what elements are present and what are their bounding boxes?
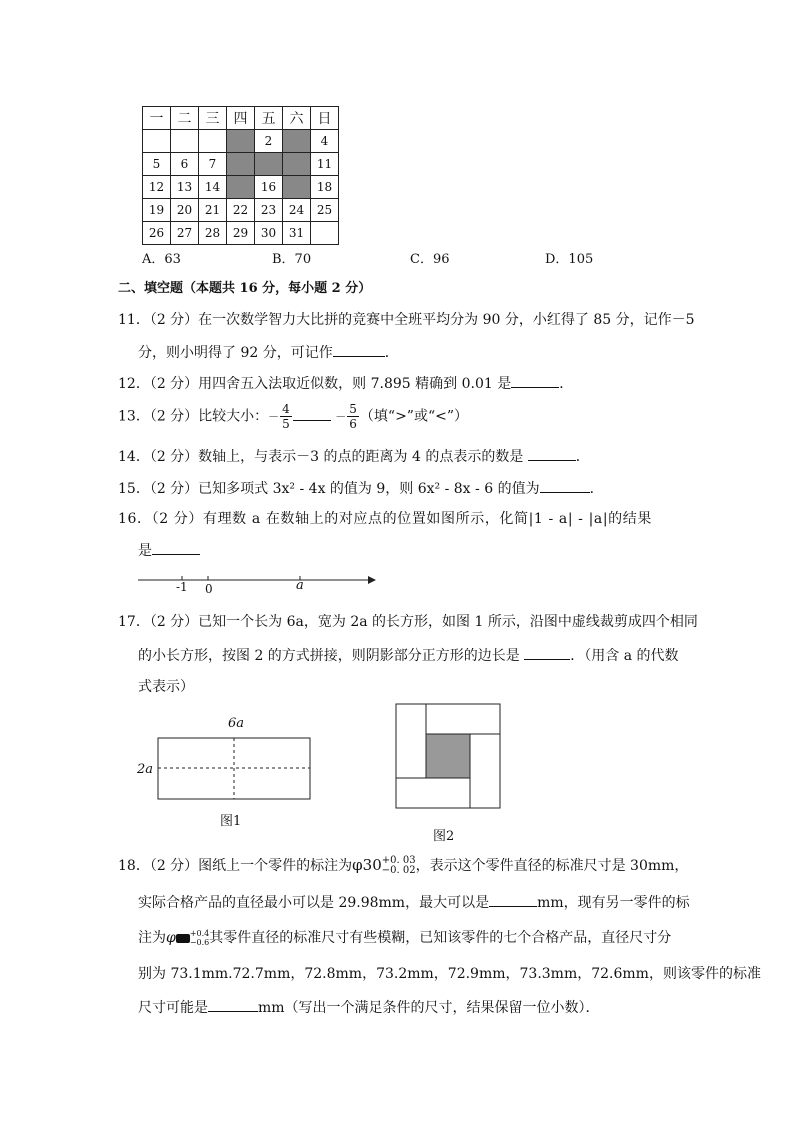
calendar-cell (199, 130, 227, 153)
denominator: 6 (349, 417, 357, 431)
q13-text: 13．（2 分）比较大小： (118, 408, 269, 425)
upper-tolerance: +0.4 (189, 929, 210, 938)
calendar-cell: 22 (227, 199, 255, 222)
q12-line (118, 373, 573, 394)
q16-line2 (138, 540, 200, 561)
fig1-height-label: 2a (137, 762, 154, 777)
option-c: C．96 (410, 252, 450, 267)
denominator: 5 (282, 417, 290, 431)
calendar-cell: 13 (171, 176, 199, 199)
q18-line4: 别为 73.1mm.72.7mm，72.8mm，73.2mm，72.9mm，73.3mm，72.6mm，则该零件的标准 (138, 966, 761, 982)
weekday-header: 六 (283, 107, 311, 130)
q13-line (118, 402, 468, 431)
calendar-cell: 23 (255, 199, 283, 222)
q15-text: 15．（2 分）已知多项式 3x² - 4x 的值为 9，则 6x² - 8x - 6 的值为 (118, 481, 540, 497)
q17-line1: 17．（2 分）已知一个长为 6a，宽为 2a 的长方形，如图 1 所示，沿图中虚线裁剪成四个相同 (118, 614, 698, 630)
calendar-cell: 11 (311, 153, 339, 176)
calendar-cell: 20 (171, 199, 199, 222)
calendar-cell: 5 (143, 153, 171, 176)
q18-text: 实际合格产品的直径最小可以是 29.98mm，最大可以是 (138, 895, 490, 911)
calendar-header-row (143, 107, 339, 130)
calendar-cell: 7 (199, 153, 227, 176)
weekday-header: 四 (227, 107, 255, 130)
calendar-cell (171, 130, 199, 153)
calendar-cell: 27 (171, 222, 199, 245)
lower-tolerance: −0. 02 (381, 865, 416, 876)
q14-end: ． (575, 449, 590, 465)
q18-line5 (138, 997, 600, 1018)
q16-text: 是 (138, 543, 152, 559)
fig2-square (395, 703, 503, 811)
fraction-4-5 (280, 402, 292, 431)
calendar-cell: 18 (311, 176, 339, 199)
calendar-cell: 19 (143, 199, 171, 222)
calendar-cell: 25 (311, 199, 339, 222)
calendar-cell: 6 (171, 153, 199, 176)
tolerance (382, 856, 416, 876)
q18-line3 (138, 928, 671, 948)
q18-text: 注为 (138, 930, 166, 946)
q18-line1 (118, 855, 688, 876)
numerator: 5 (349, 402, 357, 416)
q18-line2 (138, 892, 690, 913)
calendar-cell (143, 130, 171, 153)
blurred-value-icon (176, 934, 190, 943)
calendar-cell: 26 (143, 222, 171, 245)
answer-blank[interactable] (511, 373, 559, 388)
calendar-cell: 31 (283, 222, 311, 245)
q17-text: 的小长方形，按图 2 的方式拼接，则阴影部分正方形的边长是 (138, 648, 520, 664)
calendar-row (143, 199, 339, 222)
calendar-row (143, 130, 339, 153)
answer-blank[interactable] (540, 478, 590, 493)
answer-blank[interactable] (528, 446, 576, 461)
calendar-shaded-cell (255, 153, 283, 176)
phi-symbol: φ (166, 930, 176, 946)
calendar-table (142, 106, 339, 245)
q18-text-cont: ，表示这个零件直径的标准尺寸是 30mm， (415, 858, 689, 874)
calendar-cell: 2 (255, 130, 283, 153)
q11-text: 分，则小明得了 92 分，可记作 (138, 345, 333, 361)
lower-tolerance: −0.6 (189, 938, 210, 947)
minus-sign: － (268, 410, 280, 424)
q12-text: 12．（2 分）用四舍五入法取近似数，则 7.895 精确到 0.01 是 (118, 376, 512, 392)
q14-line (118, 446, 590, 467)
q12-end: ． (559, 376, 574, 392)
calendar-cell: 21 (199, 199, 227, 222)
answer-blank[interactable] (333, 342, 385, 357)
option-d: D．105 (545, 252, 594, 267)
calendar-shaded-cell (227, 130, 255, 153)
calendar-cell: 12 (143, 176, 171, 199)
calendar-cell: 24 (283, 199, 311, 222)
calendar-row (143, 153, 339, 176)
tick-label-zero: 0 (205, 582, 213, 596)
q17-line3: 式表示） (138, 679, 194, 695)
fraction-5-6 (347, 402, 359, 431)
answer-blank[interactable] (152, 540, 200, 555)
answer-blank[interactable] (524, 645, 570, 660)
weekday-header: 日 (311, 107, 339, 130)
q17-end: ．（用含 a 的代数 (570, 648, 679, 664)
calendar-shaded-cell (283, 153, 311, 176)
upper-tolerance: +0. 03 (381, 855, 416, 866)
calendar-shaded-cell (227, 176, 255, 199)
tick-label-minus1: -1 (176, 580, 188, 594)
q11-line1: 11．（2 分）在一次数学智力大比拼的竞赛中全班平均分为 90 分，小红得了 85 分，记作－5 (118, 312, 695, 328)
numerator: 4 (282, 402, 290, 416)
q14-text: 14．（2 分）数轴上，与表示－3 的点的距离为 4 的点表示的数是 (118, 449, 524, 465)
q18-text-cont: mm（写出一个满足条件的尺寸，结果保留一位小数）． (258, 1000, 600, 1016)
answer-blank[interactable] (293, 406, 331, 421)
calendar-cell: 30 (255, 222, 283, 245)
calendar-cell: 4 (311, 130, 339, 153)
fig1-width-label: 6a (228, 716, 245, 731)
calendar-cell (311, 222, 339, 245)
number-line (130, 568, 390, 600)
calendar-cell: 29 (227, 222, 255, 245)
phi-value: φ30 (352, 856, 382, 874)
fig2-caption: 图2 (433, 829, 455, 844)
section-title: 二、填空题（本题共 16 分，每小题 2 分） (118, 281, 372, 296)
weekday-header: 五 (255, 107, 283, 130)
minus-sign: － (335, 410, 347, 424)
q15-end: ． (589, 481, 604, 497)
answer-blank[interactable] (489, 892, 537, 907)
q11-line2 (138, 342, 399, 363)
q13-hint: （填“>”或“<”） (359, 408, 468, 425)
option-b: B．70 (272, 252, 312, 267)
tolerance-2 (190, 929, 209, 947)
calendar-cell: 14 (199, 176, 227, 199)
q11-end: ． (384, 345, 399, 361)
calendar-shaded-cell (283, 130, 311, 153)
q16-line1: 16．（2 分）有理数 a 在数轴上的对应点的位置如图所示，化简|1 - a| - |a|的结果 (118, 511, 652, 527)
weekday-header: 二 (171, 107, 199, 130)
calendar-shaded-cell (283, 176, 311, 199)
calendar-cell: 28 (199, 222, 227, 245)
q15-line (118, 478, 604, 499)
answer-blank[interactable] (208, 997, 258, 1012)
weekday-header: 三 (199, 107, 227, 130)
fig1-rectangle (157, 737, 313, 803)
q18-text-cont: mm，现有另一零件的标 (537, 895, 690, 911)
calendar-cell: 16 (255, 176, 283, 199)
calendar-row (143, 176, 339, 199)
fig1-caption: 图1 (220, 814, 242, 829)
q17-line2 (138, 645, 679, 666)
calendar-row (143, 222, 339, 245)
q18-text: 18．（2 分）图纸上一个零件的标注为 (118, 858, 353, 874)
option-a: A．63 (142, 252, 181, 267)
calendar-shaded-cell (227, 153, 255, 176)
q18-text-cont: 其零件直径的标准尺寸有些模糊，已知该零件的七个合格产品，直径尺寸分 (209, 930, 672, 946)
point-label-a: a (296, 578, 304, 593)
weekday-header: 一 (143, 107, 171, 130)
q18-text: 尺寸可能是 (138, 1000, 208, 1016)
